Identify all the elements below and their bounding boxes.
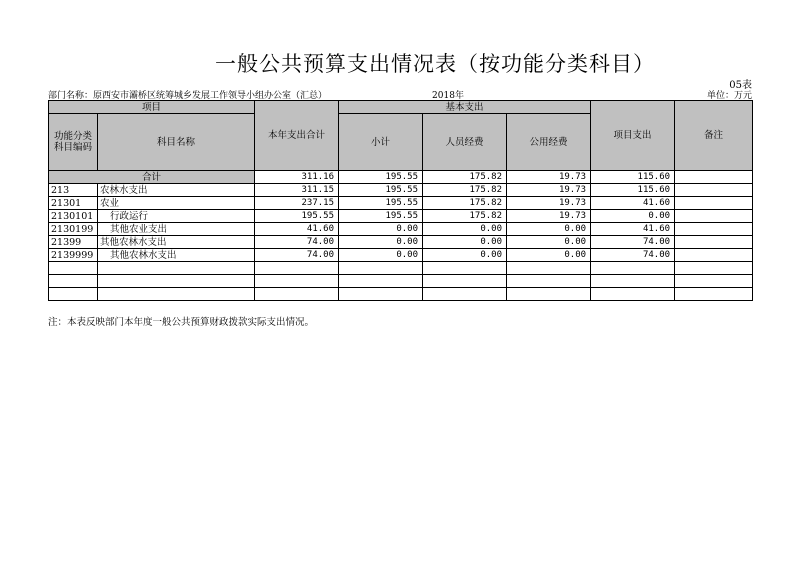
row-personnel: 0.00 — [423, 249, 507, 262]
table-row — [49, 249, 753, 262]
row-remark — [675, 197, 753, 210]
row-name: 农林水支出 — [98, 184, 255, 197]
row-remark — [675, 223, 753, 236]
table-number: 05表 — [729, 80, 752, 91]
table-row — [49, 210, 753, 223]
header-basic: 基本支出 — [339, 101, 591, 114]
row-personnel: 0.00 — [423, 223, 507, 236]
department-name: 部门名称：原西安市灞桥区统筹城乡发展工作领导小组办公室（汇总） — [48, 91, 328, 101]
row-code: 2130101 — [49, 210, 98, 223]
row-remark — [675, 210, 753, 223]
row-code: 21399 — [49, 236, 98, 249]
header-remark: 备注 — [675, 101, 753, 171]
row-subtotal: 0.00 — [339, 223, 423, 236]
row-project: 115.60 — [591, 184, 675, 197]
row-total: 41.60 — [255, 223, 339, 236]
row-subtotal: 195.55 — [339, 197, 423, 210]
row-name: 农业 — [98, 197, 255, 210]
sum-subtotal: 195.55 — [339, 171, 423, 184]
row-project: 74.00 — [591, 236, 675, 249]
header-project: 项目支出 — [591, 101, 675, 171]
table-row — [49, 184, 753, 197]
row-public: 0.00 — [507, 236, 591, 249]
empty-row — [49, 262, 753, 275]
row-total: 311.15 — [255, 184, 339, 197]
sum-public: 19.73 — [507, 171, 591, 184]
header-subtotal: 小计 — [339, 114, 423, 171]
empty-row — [49, 288, 753, 301]
row-subtotal: 0.00 — [339, 236, 423, 249]
row-total: 74.00 — [255, 236, 339, 249]
header-code: 功能分类科目编码 — [49, 114, 98, 171]
row-public: 19.73 — [507, 210, 591, 223]
row-code: 21301 — [49, 197, 98, 210]
sum-row — [49, 171, 753, 184]
row-project: 41.60 — [591, 223, 675, 236]
row-total: 237.15 — [255, 197, 339, 210]
sum-project: 115.60 — [591, 171, 675, 184]
row-code: 2139999 — [49, 249, 98, 262]
header-personnel: 人员经费 — [423, 114, 507, 171]
row-name: 其他农林水支出 — [98, 236, 255, 249]
empty-row — [49, 275, 753, 288]
header-item: 项目 — [49, 101, 255, 114]
row-public: 0.00 — [507, 249, 591, 262]
header-public: 公用经费 — [507, 114, 591, 171]
row-code: 2130199 — [49, 223, 98, 236]
sum-label: 合计 — [49, 171, 255, 184]
row-public: 19.73 — [507, 184, 591, 197]
row-code: 213 — [49, 184, 98, 197]
row-name: 行政运行 — [98, 210, 255, 223]
unit-label: 单位：万元 — [706, 91, 752, 101]
table-row — [49, 236, 753, 249]
row-public: 0.00 — [507, 223, 591, 236]
row-remark — [675, 184, 753, 197]
page-title: 一般公共预算支出情况表（按功能分类科目） — [215, 52, 655, 76]
table-row — [49, 197, 753, 210]
table-row — [49, 223, 753, 236]
row-personnel: 0.00 — [423, 236, 507, 249]
header-name: 科目名称 — [98, 114, 255, 171]
meta-bar — [48, 88, 752, 100]
row-project: 74.00 — [591, 249, 675, 262]
sum-remark — [675, 171, 753, 184]
row-project: 41.60 — [591, 197, 675, 210]
row-subtotal: 0.00 — [339, 249, 423, 262]
row-name: 其他农业支出 — [98, 223, 255, 236]
row-remark — [675, 249, 753, 262]
row-subtotal: 195.55 — [339, 210, 423, 223]
row-name: 其他农林水支出 — [98, 249, 255, 262]
row-remark — [675, 236, 753, 249]
row-subtotal: 195.55 — [339, 184, 423, 197]
expenditure-table — [48, 100, 753, 301]
row-public: 19.73 — [507, 197, 591, 210]
row-total: 195.55 — [255, 210, 339, 223]
sum-total: 311.16 — [255, 171, 339, 184]
row-project: 0.00 — [591, 210, 675, 223]
sum-personnel: 175.82 — [423, 171, 507, 184]
row-total: 74.00 — [255, 249, 339, 262]
report-year: 2018年 — [432, 91, 464, 101]
header-total: 本年支出合计 — [255, 101, 339, 171]
row-personnel: 175.82 — [423, 210, 507, 223]
row-personnel: 175.82 — [423, 184, 507, 197]
row-personnel: 175.82 — [423, 197, 507, 210]
footnote: 注：本表反映部门本年度一般公共预算财政拨款实际支出情况。 — [48, 317, 315, 328]
